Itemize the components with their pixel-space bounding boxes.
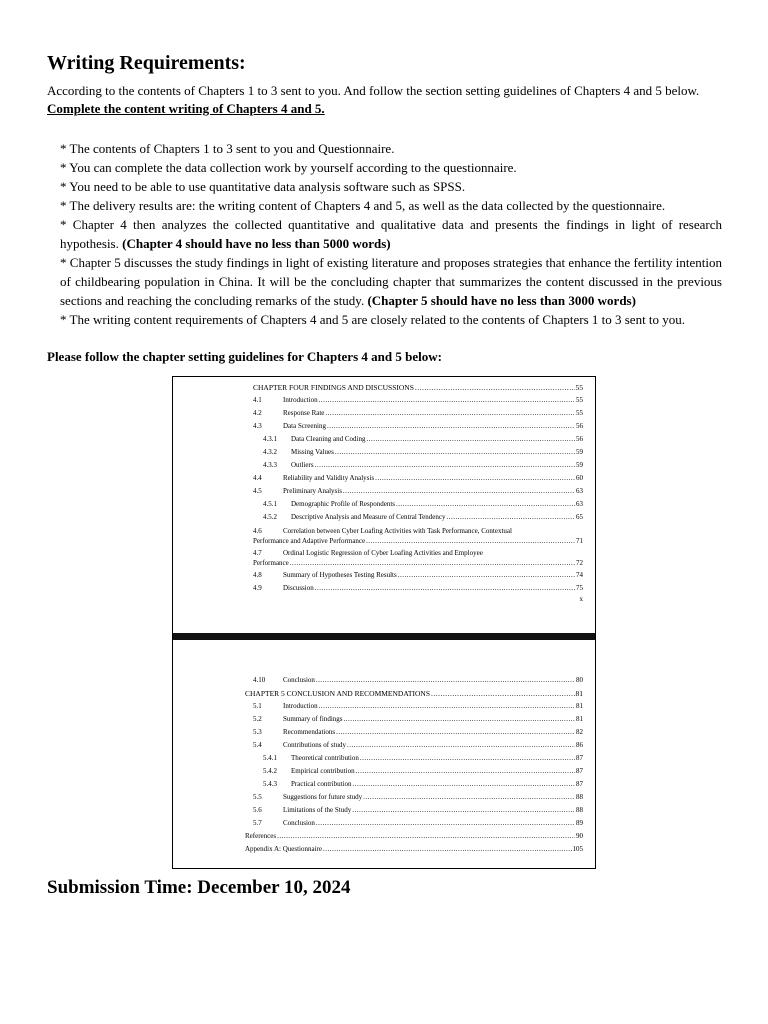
toc-row — [253, 446, 583, 459]
toc-page-number: 59 — [576, 461, 583, 469]
toc-row — [253, 804, 583, 817]
toc-row — [253, 459, 583, 472]
toc-number: 5.4.1 — [263, 754, 277, 762]
toc-chapter-row — [245, 687, 583, 700]
page-break-bar — [173, 633, 595, 640]
toc-label: Empirical contribution — [291, 767, 355, 775]
toc-label: Preliminary Analysis — [283, 487, 342, 495]
requirement-item: * The contents of Chapters 1 to 3 sent to you and Questionnaire. — [60, 141, 395, 156]
toc-page-number: 81 — [576, 715, 583, 723]
toc-label: Appendix A: Questionnaire — [245, 845, 322, 853]
toc-label: Outliers — [291, 461, 314, 469]
table-of-contents-image — [172, 376, 596, 869]
toc-page-number: 105 — [572, 845, 583, 853]
toc-page-number: 74 — [576, 571, 583, 579]
toc-number: 4.3 — [253, 422, 262, 430]
toc-row — [253, 778, 583, 791]
toc-page-number: 90 — [576, 832, 583, 840]
toc-chapter-title: CHAPTER 5 CONCLUSION AND RECOMMENDATIONS — [245, 689, 431, 698]
toc-chapter-title: CHAPTER FOUR FINDINGS AND DISCUSSIONS — [253, 383, 414, 392]
toc-label: Response Rate — [283, 409, 325, 417]
requirement-item: * The writing content requirements of Chapters 4 and 5 are closely related to the contents of Chapters 1 to 3 sent to you. — [60, 312, 686, 327]
toc-number: 4.4 — [253, 474, 262, 482]
toc-page-number: 72 — [576, 559, 583, 567]
toc-number: 5.4.3 — [263, 780, 277, 788]
toc-label: Demographic Profile of Respondents — [291, 500, 396, 508]
toc-row — [253, 569, 583, 582]
toc-row — [253, 485, 583, 498]
toc-label: Conclusion — [283, 819, 315, 827]
toc-chapter-five — [245, 674, 583, 856]
toc-label: Data Cleaning and Coding — [291, 435, 366, 443]
toc-page-number: 86 — [576, 741, 583, 749]
toc-number: 5.1 — [253, 702, 262, 710]
toc-number: 4.3.3 — [263, 461, 277, 469]
toc-page-number: 55 — [576, 396, 583, 404]
toc-label: References — [245, 832, 277, 840]
toc-number: 4.2 — [253, 409, 262, 417]
requirement-text: * Chapter 4 then analyzes the collected quantitative and qualitative data and presents the findings in light of research hypothesis. — [60, 217, 722, 251]
toc-page-number: 87 — [576, 754, 583, 762]
toc-number: 5.4 — [253, 741, 262, 749]
toc-page-number: 88 — [576, 806, 583, 814]
toc-row — [253, 713, 583, 726]
toc-number: 4.3.1 — [263, 435, 277, 443]
toc-row — [253, 548, 583, 568]
toc-number: 4.9 — [253, 584, 262, 592]
requirement-item: * You need to be able to use quantitative data analysis software such as SPSS. — [60, 179, 466, 194]
requirement-emphasis: (Chapter 5 should have no less than 3000 words) — [367, 293, 636, 308]
toc-label: Correlation between Cyber Loafing Activities with Task Performance, Contextual — [283, 527, 512, 535]
toc-page-number: 88 — [576, 793, 583, 801]
toc-label: Introduction — [283, 702, 318, 710]
toc-page-number: 75 — [576, 584, 583, 592]
toc-row — [253, 765, 583, 778]
toc-number: 5.7 — [253, 819, 262, 827]
toc-page-number: 89 — [576, 819, 583, 827]
toc-row — [253, 752, 583, 765]
requirement-emphasis: (Chapter 4 should have no less than 5000 words) — [122, 236, 391, 251]
toc-row — [253, 498, 583, 511]
toc-row — [253, 511, 583, 524]
toc-page-number: 56 — [576, 422, 583, 430]
toc-row — [253, 407, 583, 420]
toc-row — [253, 472, 583, 485]
toc-row — [253, 526, 583, 546]
toc-row — [245, 843, 583, 856]
toc-entries — [253, 569, 583, 595]
toc-label: Introduction — [283, 396, 318, 404]
toc-number: 4.5.2 — [263, 513, 277, 521]
toc-number: 4.5.1 — [263, 500, 277, 508]
toc-page-marker: x — [579, 595, 583, 603]
toc-row — [253, 739, 583, 752]
toc-page-number: 81 — [576, 702, 583, 710]
requirement-item — [60, 253, 722, 310]
toc-number: 4.1 — [253, 396, 262, 404]
toc-label: Missing Values — [291, 448, 334, 456]
toc-label: Conclusion — [283, 676, 315, 684]
toc-label: Reliability and Validity Analysis — [283, 474, 375, 482]
toc-number: 4.8 — [253, 571, 262, 579]
toc-page-number: 87 — [576, 780, 583, 788]
toc-number: 5.4.2 — [263, 767, 277, 775]
toc-page-number: 63 — [576, 500, 583, 508]
toc-page-number: 56 — [576, 435, 583, 443]
toc-label: Suggestions for future study — [283, 793, 363, 801]
toc-label: Summary of findings — [283, 715, 343, 723]
toc-page-number: 82 — [576, 728, 583, 736]
toc-label: Limitations of the Study — [283, 806, 352, 814]
toc-page-number: 63 — [576, 487, 583, 495]
toc-number: 4.6 — [253, 527, 262, 535]
toc-page-number: 71 — [576, 537, 583, 545]
toc-label-continued: Performance — [253, 559, 289, 567]
page-title: Writing Requirements: — [47, 52, 246, 74]
toc-row — [245, 830, 583, 843]
toc-number: 4.10 — [253, 676, 266, 684]
toc-chapter-row — [253, 381, 583, 394]
toc-label: Summary of Hypotheses Testing Results — [283, 571, 397, 579]
toc-chapter-four — [253, 381, 583, 604]
toc-row — [253, 817, 583, 830]
toc-row — [253, 674, 583, 687]
intro-paragraph — [47, 82, 727, 118]
requirement-item: * You can complete the data collection work by yourself according to the questionnaire. — [60, 160, 517, 175]
toc-row — [253, 700, 583, 713]
toc-row — [253, 791, 583, 804]
guidelines-heading: Please follow the chapter setting guidelines for Chapters 4 and 5 below: — [47, 349, 442, 364]
toc-row — [253, 726, 583, 739]
toc-label: Practical contribution — [291, 780, 352, 788]
submission-time: Submission Time: December 10, 2024 — [47, 877, 351, 898]
toc-entries — [253, 700, 583, 830]
toc-number: 5.5 — [253, 793, 262, 801]
toc-page-number: 59 — [576, 448, 583, 456]
toc-page-number: 87 — [576, 767, 583, 775]
toc-page-number: 55 — [575, 383, 583, 392]
toc-page-number: 60 — [576, 474, 583, 482]
toc-row — [253, 394, 583, 407]
toc-page-number: 81 — [575, 689, 583, 698]
toc-label: Contributions of study — [283, 741, 347, 749]
toc-label: Recommendations — [283, 728, 336, 736]
intro-underlined-instruction: Complete the content writing of Chapters 4 and 5. — [47, 101, 325, 116]
toc-number: 4.5 — [253, 487, 262, 495]
toc-row — [253, 420, 583, 433]
toc-page-number: 65 — [576, 513, 583, 521]
toc-label: Discussion — [283, 584, 314, 592]
toc-label: Descriptive Analysis and Measure of Central Tendency — [291, 513, 446, 521]
requirement-text: * Chapter 5 discusses the study findings in light of existing literature and proposes strategies that enhance the fertility intention of childbearing population in China. It will be the concluding chapter that summarizes the content discussed in the previous sections and reaching the concluding remarks of the study. — [60, 255, 722, 308]
toc-page-number: 80 — [576, 676, 583, 684]
toc-label: Data Screening — [283, 422, 326, 430]
toc-row — [253, 582, 583, 595]
toc-entries — [253, 394, 583, 524]
intro-line: According to the contents of Chapters 1 to 3 sent to you. And follow the section setting guidelines of Chapters 4 and 5 below. — [47, 83, 700, 98]
toc-page-number: 55 — [576, 409, 583, 417]
toc-label: Theoretical contribution — [291, 754, 359, 762]
requirement-item — [60, 215, 722, 253]
toc-label: Ordinal Logistic Regression of Cyber Loafing Activities and Employee — [283, 549, 483, 557]
toc-number: 4.7 — [253, 549, 262, 557]
toc-number: 4.3.2 — [263, 448, 277, 456]
toc-label-continued: Performance and Adaptive Performance — [253, 537, 366, 545]
toc-row — [253, 433, 583, 446]
toc-number: 5.6 — [253, 806, 262, 814]
toc-number: 5.2 — [253, 715, 262, 723]
toc-number: 5.3 — [253, 728, 262, 736]
requirements-list — [60, 139, 722, 329]
requirement-item: * The delivery results are: the writing content of Chapters 4 and 5, as well as the data collected by the questionnaire. — [60, 198, 666, 213]
